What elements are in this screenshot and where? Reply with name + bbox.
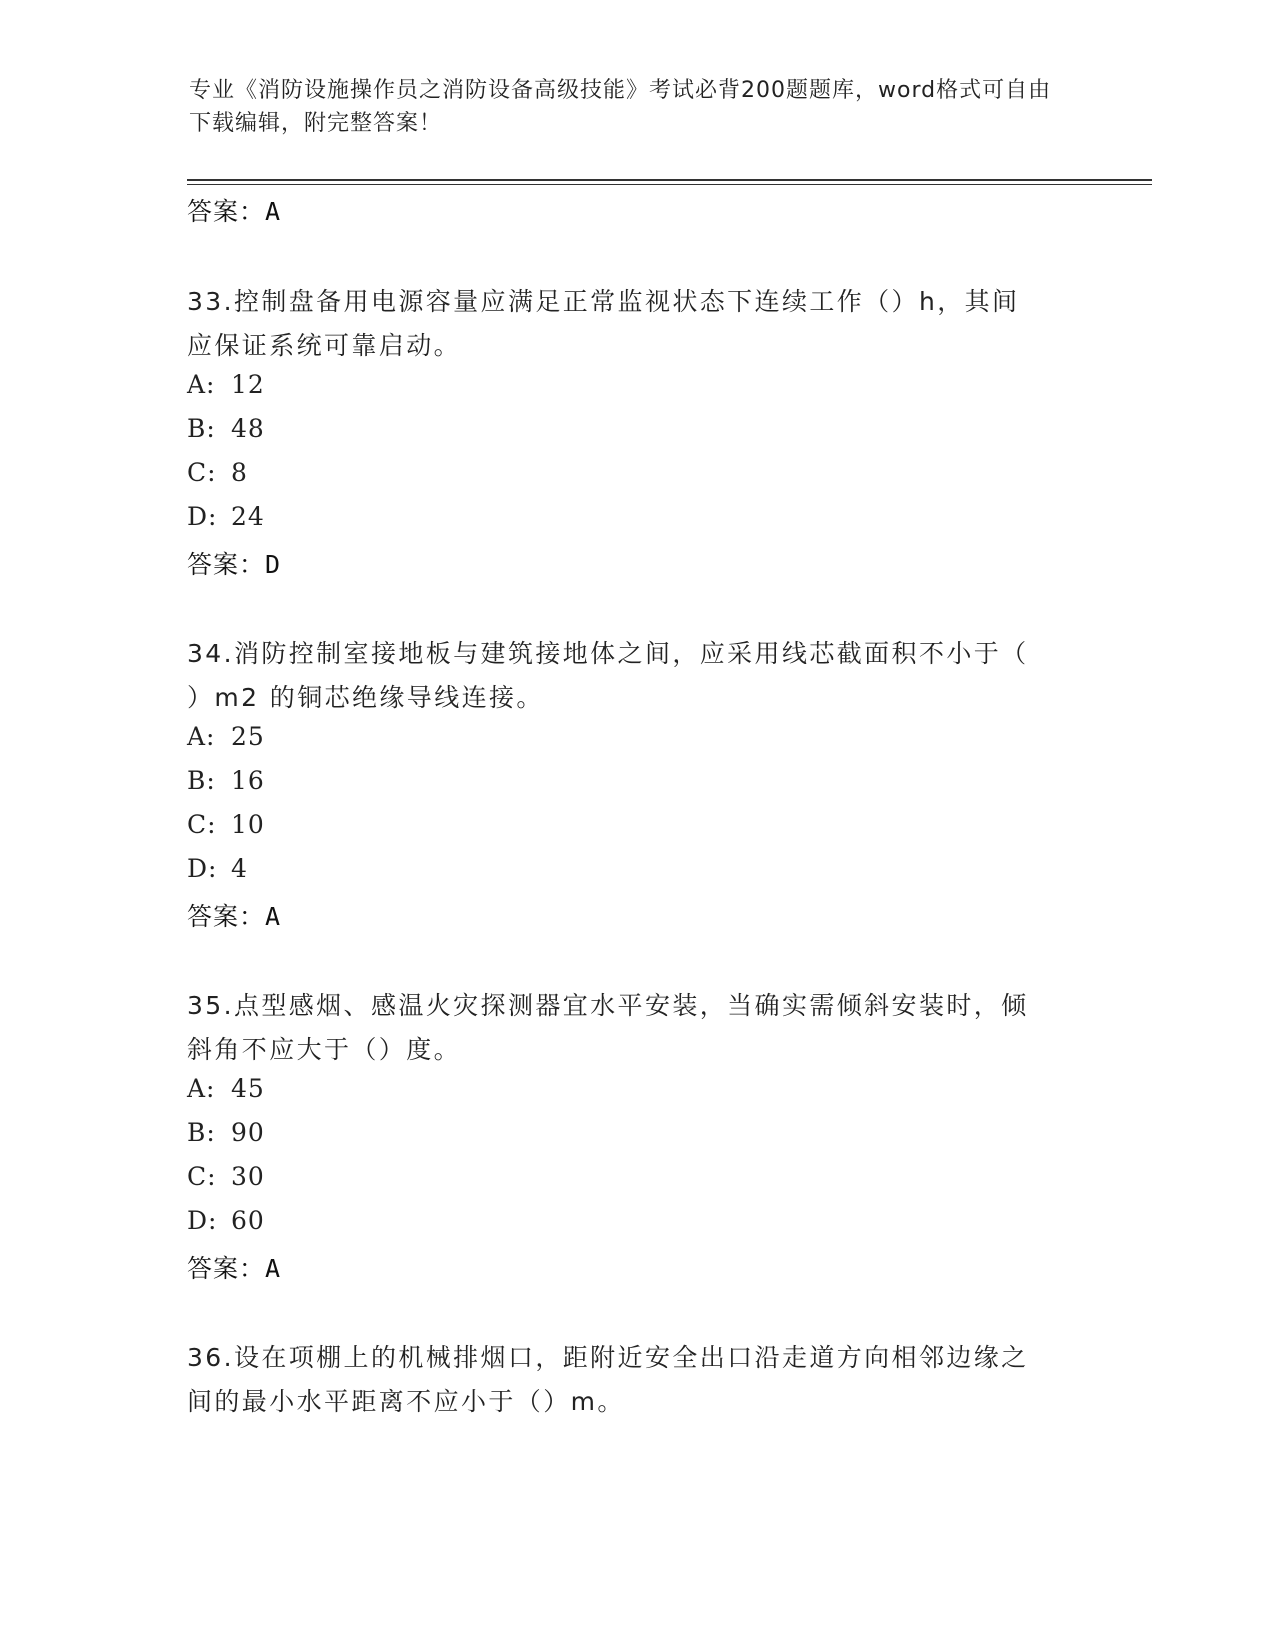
option-value: 8 bbox=[231, 458, 248, 487]
option-b bbox=[187, 766, 265, 795]
option-letter: A: bbox=[187, 370, 216, 399]
option-value: 90 bbox=[231, 1118, 265, 1147]
option-letter: B: bbox=[187, 1118, 216, 1147]
answer-label: 答案： bbox=[187, 197, 266, 226]
option-value: 45 bbox=[231, 1074, 265, 1103]
option-d bbox=[187, 854, 248, 883]
answer-line bbox=[187, 545, 281, 581]
option-letter: D: bbox=[187, 502, 218, 531]
option-letter: B: bbox=[187, 766, 216, 795]
answer-value: A bbox=[265, 197, 282, 226]
answer-line bbox=[187, 897, 281, 933]
option-value: 30 bbox=[231, 1162, 265, 1191]
option-letter: D: bbox=[187, 1206, 218, 1235]
option-letter: A: bbox=[187, 1074, 216, 1103]
answer-line bbox=[187, 1249, 281, 1285]
option-value: 16 bbox=[231, 766, 265, 795]
option-c bbox=[187, 458, 248, 487]
option-value: 48 bbox=[231, 414, 265, 443]
option-b bbox=[187, 1118, 265, 1147]
header-divider-thin bbox=[187, 184, 1152, 185]
option-letter: C: bbox=[187, 1162, 217, 1191]
question-34-line-1: 34.消防控制室接地板与建筑接地体之间，应采用线芯截面积不小于（ bbox=[187, 639, 1029, 668]
option-letter: A: bbox=[187, 722, 216, 751]
answer-value: A bbox=[265, 902, 282, 931]
page-header: 专业《消防设施操作员之消防设备高级技能》考试必背200题题库，word格式可自由下载编辑，附完整答案！ bbox=[189, 78, 1052, 136]
option-d bbox=[187, 502, 265, 531]
option-value: 4 bbox=[231, 854, 248, 883]
question-35-line-1: 35.点型感烟、感温火灾探测器宜水平安装，当确实需倾斜安装时，倾 bbox=[187, 991, 1029, 1020]
question-36-line-2: 间的最小水平距离不应小于（）m。 bbox=[187, 1387, 625, 1416]
answer-label: 答案： bbox=[187, 1254, 266, 1283]
header-divider bbox=[187, 179, 1152, 181]
option-c bbox=[187, 810, 265, 839]
option-a bbox=[187, 370, 265, 399]
option-a bbox=[187, 722, 265, 751]
option-letter: C: bbox=[187, 810, 217, 839]
option-letter: D: bbox=[187, 854, 218, 883]
option-value: 25 bbox=[231, 722, 265, 751]
question-33-line-1: 33.控制盘备用电源容量应满足正常监视状态下连续工作（）h，其间 bbox=[187, 287, 1020, 316]
answer-value: D bbox=[265, 550, 282, 579]
option-value: 10 bbox=[231, 810, 265, 839]
option-b bbox=[187, 414, 265, 443]
option-d bbox=[187, 1206, 265, 1235]
option-letter: B: bbox=[187, 414, 216, 443]
question-35-line-2: 斜角不应大于（）度。 bbox=[187, 1035, 462, 1064]
question-36-line-1: 36.设在项棚上的机械排烟口，距附近安全出口沿走道方向相邻边缘之 bbox=[187, 1343, 1029, 1372]
option-a bbox=[187, 1074, 265, 1103]
option-letter: C: bbox=[187, 458, 217, 487]
question-34-line-2: ）m2 的铜芯绝缘导线连接。 bbox=[187, 683, 544, 712]
answer-line bbox=[187, 192, 281, 228]
answer-label: 答案： bbox=[187, 902, 266, 931]
answer-label: 答案： bbox=[187, 550, 266, 579]
option-c bbox=[187, 1162, 265, 1191]
question-33-line-2: 应保证系统可靠启动。 bbox=[187, 331, 462, 360]
option-value: 24 bbox=[231, 502, 265, 531]
option-value: 60 bbox=[231, 1206, 265, 1235]
option-value: 12 bbox=[231, 370, 265, 399]
answer-value: A bbox=[265, 1254, 282, 1283]
